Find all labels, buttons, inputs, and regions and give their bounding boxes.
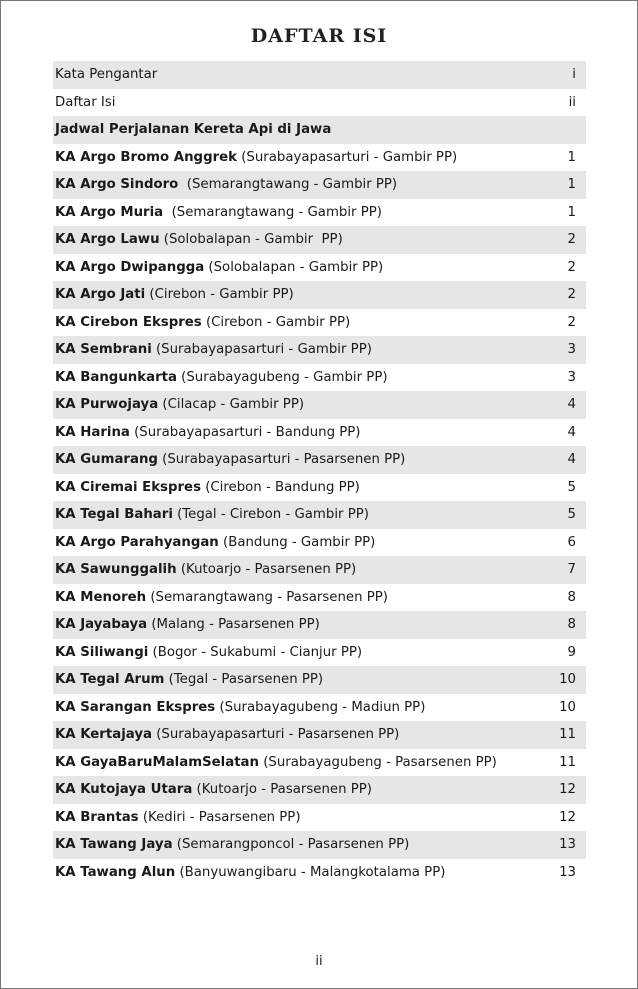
toc-page-number: 10 [559, 699, 576, 715]
toc-row[interactable] [53, 501, 586, 529]
toc-section-heading [53, 116, 586, 144]
train-name: KA Sawunggalih [55, 562, 177, 577]
train-route: (Semarangponcol - Pasarsenen PP) [172, 837, 410, 852]
toc-row[interactable] [53, 309, 586, 337]
train-name: KA Tegal Bahari [55, 507, 173, 522]
toc-page-number: 4 [567, 397, 576, 412]
train-name: KA Harina [55, 424, 130, 440]
train-name: KA Argo Sindoro [55, 177, 179, 192]
toc-page-number: ii [568, 94, 576, 110]
toc-row[interactable] [53, 804, 586, 832]
train-name: KA GayaBaruMalamSelatan [55, 754, 259, 770]
toc-row[interactable] [53, 254, 586, 282]
toc-page-number: i [572, 67, 576, 82]
train-route: (Kediri - Pasarsenen PP) [138, 809, 301, 825]
toc-row[interactable] [53, 144, 586, 172]
train-name: KA Siliwangi [55, 644, 149, 660]
toc-page-number: 2 [567, 314, 576, 330]
train-entries [53, 144, 586, 887]
train-name: KA Argo Parahyangan [55, 534, 219, 550]
toc-row[interactable] [53, 831, 586, 859]
toc-entry [53, 364, 546, 392]
train-route: (Bandung - Gambir PP) [218, 534, 376, 550]
train-route: (Cirebon - Bandung PP) [200, 479, 360, 495]
toc-row[interactable] [53, 226, 586, 254]
toc-page-number: 3 [567, 369, 576, 385]
toc-page-number: 11 [559, 754, 576, 770]
page-title: DAFTAR ISI [250, 25, 388, 47]
train-name: KA Argo Dwipangga [55, 259, 205, 275]
toc-row[interactable] [53, 584, 586, 612]
toc-page-number: 13 [559, 864, 576, 880]
train-name: KA Tegal Arum [55, 672, 165, 687]
train-name: KA Sembrani [55, 342, 152, 357]
toc-entry [53, 666, 546, 694]
toc-row[interactable] [53, 446, 586, 474]
toc-entry [53, 446, 546, 474]
toc-row[interactable] [53, 666, 586, 694]
toc-entry [53, 199, 546, 227]
toc-page-number: 2 [567, 232, 576, 247]
toc-entry [53, 611, 546, 639]
train-route: (Solobalapan - Gambir PP) [159, 232, 343, 247]
train-name: KA Tawang Alun [55, 864, 176, 880]
toc-entry [53, 309, 546, 337]
train-name: KA Argo Bromo Anggrek [55, 149, 238, 165]
train-route: (Surabayagubeng - Madiun PP) [215, 699, 426, 715]
section-heading-text: Jadwal Perjalanan Kereta Api di Jawa [55, 122, 332, 137]
toc-row[interactable] [53, 474, 586, 502]
train-route: (Banyuwangibaru - Malangkotalama PP) [175, 864, 446, 880]
train-route: (Semarangtawang - Gambir PP) [178, 177, 398, 192]
toc-entry [53, 281, 546, 309]
footer-page-number: ii [315, 954, 323, 969]
toc-row[interactable] [53, 859, 586, 887]
toc-row[interactable] [53, 694, 586, 722]
toc-page-number: 12 [559, 809, 576, 825]
toc-page-number: 3 [567, 342, 576, 357]
train-name: KA Menoreh [55, 589, 147, 605]
toc-row[interactable] [53, 391, 586, 419]
toc-entry [53, 391, 546, 419]
toc-row[interactable] [53, 364, 586, 392]
train-route: (Surabayapasarturi - Bandung PP) [129, 424, 361, 440]
toc-entry [53, 804, 546, 832]
toc-page-number: 5 [567, 507, 576, 522]
train-name: KA Jayabaya [55, 617, 148, 632]
train-route: (Kutoarjo - Pasarsenen PP) [176, 562, 357, 577]
toc-entry [53, 639, 546, 667]
train-name: KA Bangunkarta [55, 369, 177, 385]
toc-page-number: 10 [559, 672, 576, 687]
train-route: (Kutoarjo - Pasarsenen PP) [192, 782, 372, 797]
train-route: (Malang - Pasarsenen PP) [147, 617, 320, 632]
train-route: (Bogor - Sukabumi - Cianjur PP) [148, 644, 363, 660]
train-route: (Semarangtawang - Pasarsenen PP) [146, 589, 388, 605]
toc-row[interactable] [53, 611, 586, 639]
train-route: (Cirebon - Gambir PP) [145, 287, 294, 302]
toc-page-number: 5 [567, 479, 576, 495]
toc-row-daftar-isi[interactable] [53, 89, 586, 117]
train-name: KA Purwojaya [55, 397, 159, 412]
train-name: KA Gumarang [55, 452, 158, 467]
train-name: KA Kutojaya Utara [55, 782, 193, 797]
train-route: (Tegal - Pasarsenen PP) [164, 672, 324, 687]
toc-entry [53, 831, 546, 859]
toc-entry [53, 859, 546, 887]
table-of-contents [53, 61, 586, 886]
toc-row[interactable] [53, 529, 586, 557]
toc-row[interactable] [53, 556, 586, 584]
train-route: (Cirebon - Gambir PP) [201, 314, 351, 330]
toc-page-number: 1 [567, 149, 576, 165]
train-route: (Surabayapasarturi - Pasarsenen PP) [157, 452, 406, 467]
toc-entry [53, 254, 546, 282]
train-route: (Surabayapasarturi - Pasarsenen PP) [151, 727, 400, 742]
toc-entry [53, 419, 546, 447]
train-route: (Solobalapan - Gambir PP) [204, 259, 384, 275]
toc-entry [53, 171, 546, 199]
toc-row[interactable] [53, 199, 586, 227]
toc-page-number: 8 [567, 617, 576, 632]
train-route: (Surabayapasarturi - Gambir PP) [237, 149, 458, 165]
train-name: KA Argo Lawu [55, 232, 160, 247]
toc-entry [53, 556, 546, 584]
train-name: KA Tawang Jaya [55, 837, 173, 852]
toc-row[interactable] [53, 721, 586, 749]
train-route: (Surabayagubeng - Gambir PP) [176, 369, 388, 385]
toc-page-number: 6 [567, 534, 576, 550]
train-name: KA Cirebon Ekspres [55, 314, 202, 330]
toc-page-number: 4 [567, 452, 576, 467]
toc-row-kata-pengantar[interactable] [53, 61, 586, 89]
toc-page-number: 4 [567, 424, 576, 440]
toc-page-number: 1 [567, 177, 576, 192]
toc-row[interactable] [53, 336, 586, 364]
train-name: KA Brantas [55, 809, 139, 825]
toc-page-number: 2 [567, 287, 576, 302]
toc-row[interactable] [53, 749, 586, 777]
toc-entry [53, 474, 546, 502]
toc-page-number: 9 [567, 644, 576, 660]
train-route: (Cilacap - Gambir PP) [158, 397, 305, 412]
train-route: (Surabayapasarturi - Gambir PP) [151, 342, 372, 357]
toc-entry [53, 501, 546, 529]
train-route: (Semarangtawang - Gambir PP) [163, 204, 382, 220]
toc-row[interactable] [53, 171, 586, 199]
toc-row[interactable] [53, 419, 586, 447]
toc-entry [53, 694, 546, 722]
toc-page-number: 2 [567, 259, 576, 275]
toc-row[interactable] [53, 639, 586, 667]
toc-page-number: 12 [559, 782, 576, 797]
train-name: KA Sarangan Ekspres [55, 699, 216, 715]
toc-row[interactable] [53, 281, 586, 309]
train-name: KA Kertajaya [55, 727, 152, 742]
toc-entry [53, 336, 546, 364]
toc-page-number: 11 [559, 727, 576, 742]
toc-page-number: 13 [559, 837, 576, 852]
toc-row[interactable] [53, 776, 586, 804]
train-name: KA Argo Jati [55, 287, 146, 302]
toc-page-number: 7 [567, 562, 576, 577]
toc-entry-label: Daftar Isi [55, 94, 116, 110]
train-route: (Tegal - Cirebon - Gambir PP) [172, 507, 369, 522]
train-name: KA Ciremai Ekspres [55, 479, 201, 495]
train-route: (Surabayagubeng - Pasarsenen PP) [259, 754, 497, 770]
toc-page-number: 8 [567, 589, 576, 605]
toc-entry [53, 584, 546, 612]
toc-entry [53, 776, 546, 804]
toc-page-number: 1 [567, 204, 576, 220]
toc-entry [53, 721, 546, 749]
toc-entry [53, 226, 546, 254]
toc-entry [53, 749, 546, 777]
toc-entry [53, 529, 546, 557]
toc-entry [53, 144, 546, 172]
train-name: KA Argo Muria [55, 204, 164, 220]
toc-entry-label: Kata Pengantar [55, 67, 158, 82]
